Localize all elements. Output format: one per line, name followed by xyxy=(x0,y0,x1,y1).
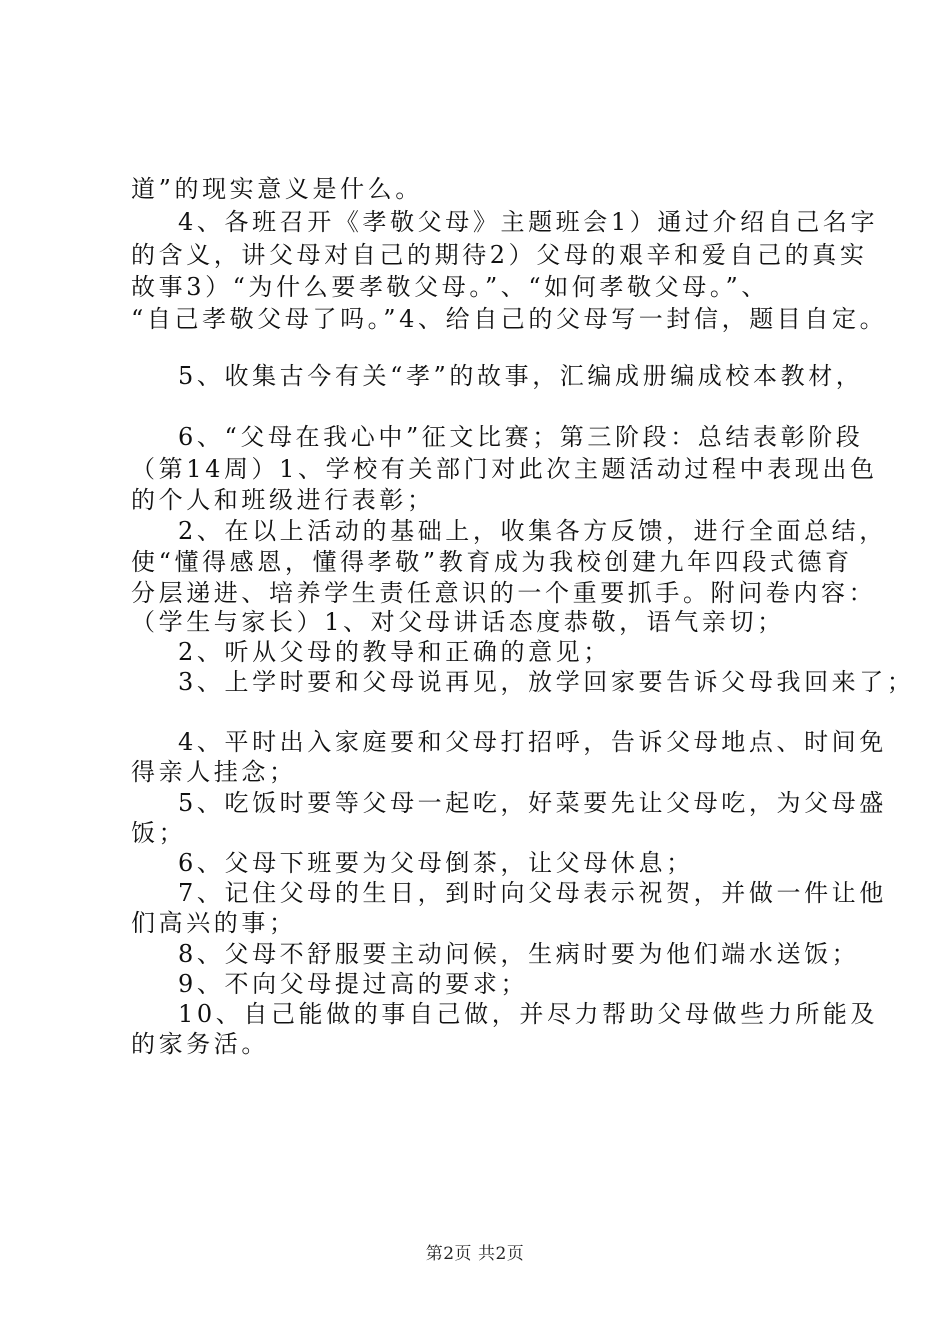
text-line-23: 8、父母不舒服要主动问候，生病时要为他们端水送饭； xyxy=(178,940,860,968)
text-line-1: 道”的现实意义是什么。 xyxy=(131,175,423,203)
page-footer: 第2页 共2页 xyxy=(425,1244,525,1264)
text-line-25: 10、自己能做的事自己做，并尽力帮助父母做些力所能及 xyxy=(178,1000,879,1028)
text-line-17: 得亲人挂念； xyxy=(131,758,297,786)
text-line-22: 们高兴的事； xyxy=(131,909,297,937)
text-line-9: 的个人和班级进行表彰； xyxy=(131,486,435,514)
text-line-13: （学生与家长）1、对父母讲话态度恭敬，语气亲切； xyxy=(131,608,785,636)
text-line-16: 4、平时出入家庭要和父母打招呼，告诉父母地点、时间免 xyxy=(178,728,887,756)
text-line-18: 5、吃饭时要等父母一起吃，好菜要先让父母吃，为父母盛 xyxy=(178,789,887,817)
text-line-21: 7、记住父母的生日，到时向父母表示祝贺，并做一件让他 xyxy=(178,879,887,907)
text-line-11: 使“懂得感恩，懂得孝敬”教育成为我校创建九年四段式德育 xyxy=(131,548,853,576)
text-line-7: 6、“父母在我心中”征文比赛；第三阶段：总结表彰阶段 xyxy=(178,423,864,451)
text-line-20: 6、父母下班要为父母倒茶，让父母休息； xyxy=(178,849,694,877)
text-line-3: 的含义，讲父母对自己的期待2）父母的艰辛和爱自己的真实 xyxy=(131,241,868,269)
text-line-8: （第14周）1、学校有关部门对此次主题活动过程中表现出色 xyxy=(131,455,878,483)
text-line-19: 饭； xyxy=(131,819,187,847)
text-line-12: 分层递进、培养学生责任意识的一个重要抓手。附问卷内容： xyxy=(131,579,877,607)
text-line-2: 4、各班召开《孝敬父母》主题班会1）通过介绍自己名字 xyxy=(178,208,879,236)
text-line-14: 2、听从父母的教导和正确的意见； xyxy=(178,638,611,666)
text-line-6: 5、收集古今有关“孝”的故事，汇编成册编成校本教材， xyxy=(178,362,864,390)
text-line-4: 故事3）“为什么要孝敬父母。”、“如何孝敬父母。”、 xyxy=(131,273,769,301)
text-line-26: 的家务活。 xyxy=(131,1030,269,1058)
text-line-5: “自己孝敬父母了吗。”4、给自己的父母写一封信，题目自定。 xyxy=(131,305,888,333)
text-line-24: 9、不向父母提过高的要求； xyxy=(178,970,529,998)
text-line-10: 2、在以上活动的基础上，收集各方反馈，进行全面总结， xyxy=(178,517,887,545)
text-line-15: 3、上学时要和父母说再见，放学回家要告诉父母我回来了； xyxy=(178,668,915,696)
